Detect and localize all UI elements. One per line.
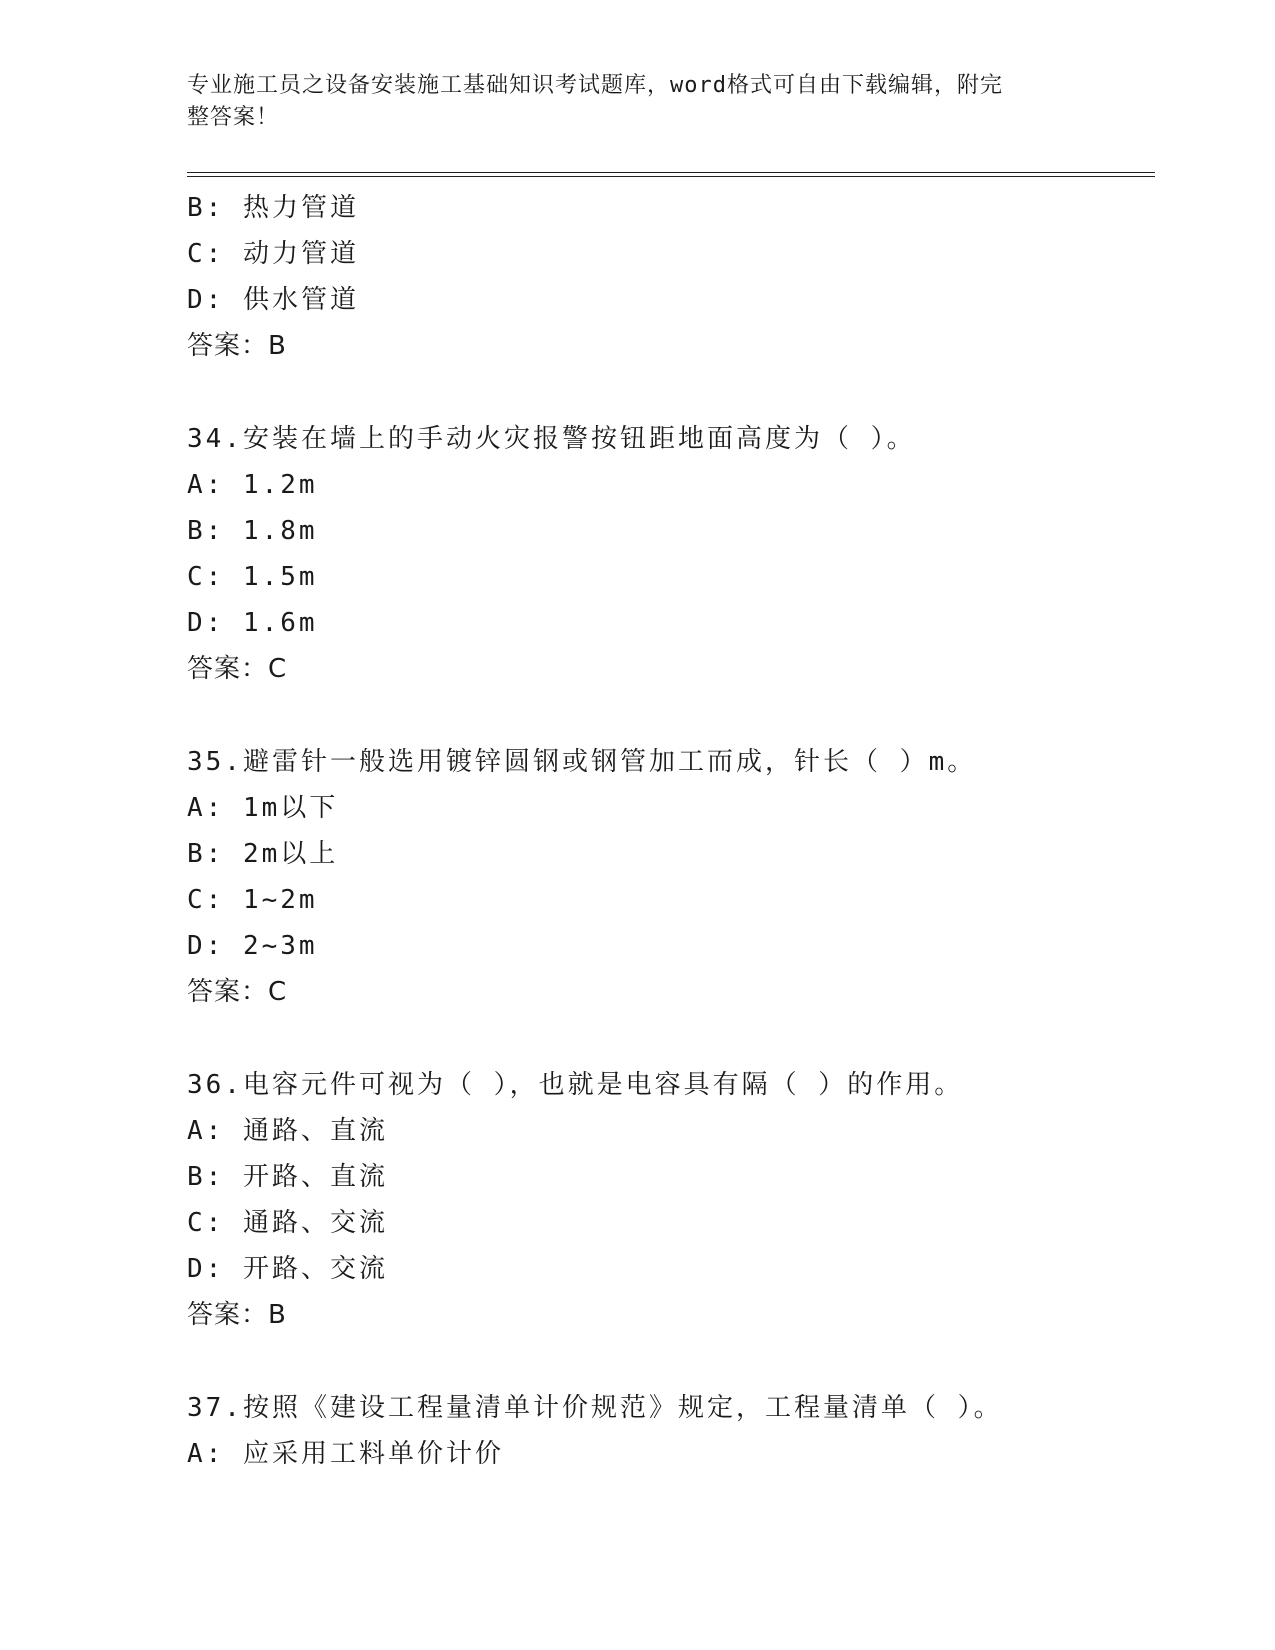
option-a: A: 1m以下	[187, 793, 339, 823]
option-a: A: 应采用工料单价计价	[187, 1439, 504, 1469]
question-35	[187, 739, 1147, 1015]
answer: 答案：B	[187, 1300, 287, 1330]
question-33-continuation	[187, 185, 1147, 369]
option-d: D: 2~3m	[187, 931, 318, 961]
question-stem: 35.避雷针一般选用镀锌圆钢或钢管加工而成，针长（ ）m。	[187, 747, 977, 777]
header-line-2: 整答案！	[187, 105, 280, 130]
option-c: C: 通路、交流	[187, 1208, 388, 1238]
answer: 答案：B	[187, 331, 287, 361]
answer: 答案：C	[187, 654, 288, 684]
question-36	[187, 1062, 1147, 1338]
option-d: D: 开路、交流	[187, 1254, 388, 1284]
option-b: B: 热力管道	[187, 193, 359, 223]
answer: 答案：C	[187, 977, 288, 1007]
option-b: B: 1.8m	[187, 516, 318, 546]
header-rule-top	[187, 172, 1155, 173]
option-d: D: 1.6m	[187, 608, 318, 638]
option-b: B: 开路、直流	[187, 1162, 388, 1192]
option-a: A: 通路、直流	[187, 1116, 388, 1146]
option-a: A: 1.2m	[187, 470, 318, 500]
page-header	[187, 70, 1067, 134]
question-stem: 34.安装在墙上的手动火灾报警按钮距地面高度为（ ）。	[187, 424, 916, 454]
question-stem: 36.电容元件可视为（ ），也就是电容具有隔（ ）的作用。	[187, 1070, 964, 1100]
option-d: D: 供水管道	[187, 285, 359, 315]
question-34	[187, 416, 1147, 692]
option-c: C: 1~2m	[187, 885, 318, 915]
question-stem: 37.按照《建设工程量清单计价规范》规定，工程量清单（ ）。	[187, 1393, 1003, 1423]
option-c: C: 1.5m	[187, 562, 318, 592]
header-line-1: 专业施工员之设备安装施工基础知识考试题库，word格式可自由下载编辑，附完	[187, 73, 1003, 98]
option-c: C: 动力管道	[187, 239, 359, 269]
header-rule-bottom	[187, 176, 1155, 177]
question-list	[187, 185, 1147, 1477]
question-37	[187, 1385, 1147, 1477]
option-b: B: 2m以上	[187, 839, 339, 869]
